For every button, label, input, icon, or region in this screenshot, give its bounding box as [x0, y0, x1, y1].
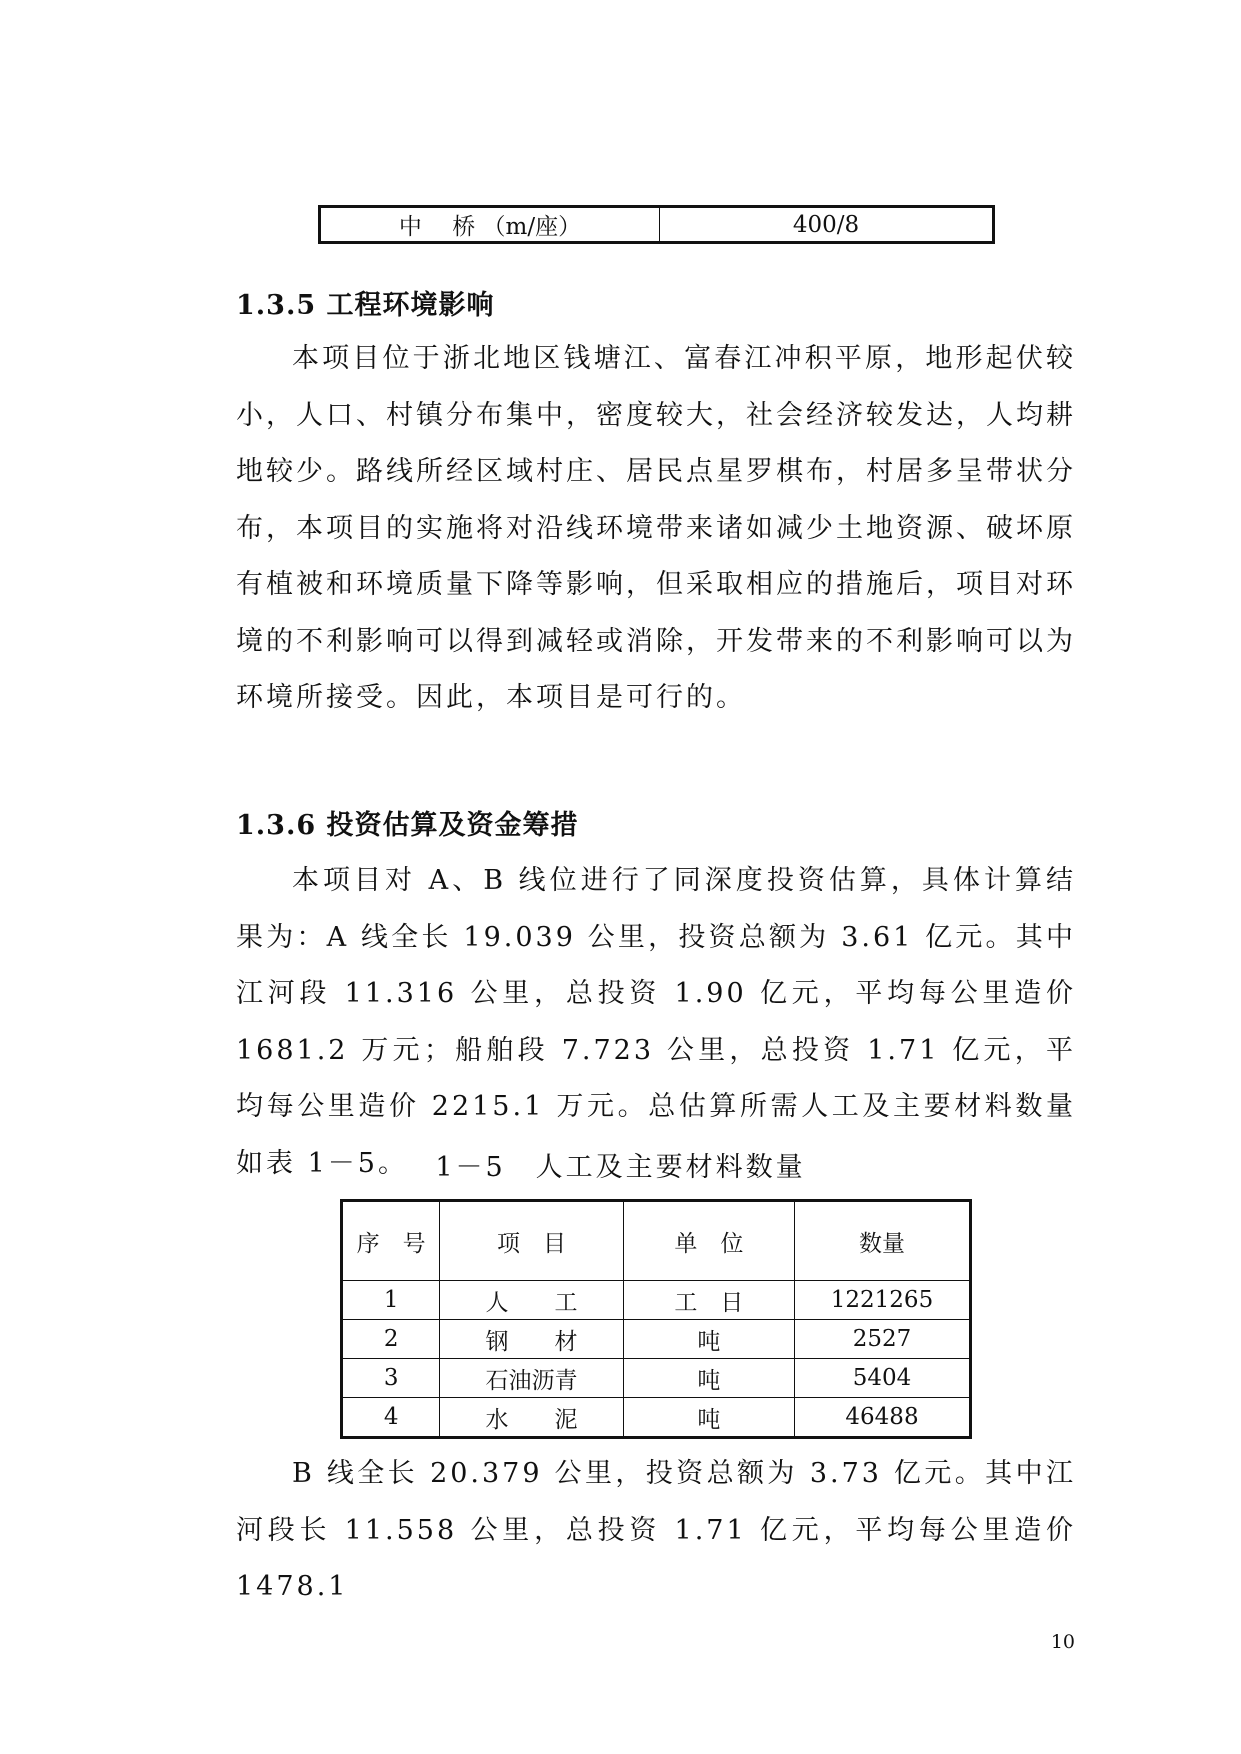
- cell-item: 水 泥: [440, 1398, 623, 1438]
- cell-quantity: 5404: [794, 1359, 970, 1398]
- bridge-label-cell: 中 桥 （m/座）: [320, 207, 660, 243]
- cell-unit: 工 日: [623, 1281, 794, 1320]
- cell-index: 2: [342, 1320, 440, 1359]
- cell-index: 3: [342, 1359, 440, 1398]
- cell-index: 1: [342, 1281, 440, 1320]
- header-unit: 单 位: [623, 1201, 794, 1281]
- section-136-paragraph-1: 本项目对 A、B 线位进行了同深度投资估算，具体计算结果为：A 线全长 19.039 公里，投资总额为 3.61 亿元。其中江河段 11.316 公里，总投资 1.90 亿元，平均每公里造价 1681.2 万元；船舶段 7.723 公里，总投资 1.71 亿元，平均每公里造价 2215.1 万元。总估算所需人工及主要材料数量如表 1－5。: [236, 865, 1076, 1179]
- page-number: 10: [1050, 1631, 1075, 1653]
- cell-unit: 吨: [623, 1359, 794, 1398]
- materials-table: [340, 1199, 972, 1439]
- table-row: [320, 207, 994, 243]
- cell-item: 钢 材: [440, 1320, 623, 1359]
- table-row: [342, 1281, 971, 1320]
- section-135-paragraph: 本项目位于浙北地区钱塘江、富春江冲积平原，地形起伏较小，人口、村镇分布集中，密度较大，社会经济较发达，人均耕地较少。路线所经区域村庄、居民点星罗棋布，村居多呈带状分布，本项目的实施将对沿线环境带来诸如减少土地资源、破坏原有植被和环境质量下降等影响，但采取相应的措施后，项目对环境的不利影响可以得到减轻或消除，开发带来的不利影响可以为环境所接受。因此，本项目是可行的。: [236, 343, 1076, 713]
- header-quantity: 数量: [794, 1201, 970, 1281]
- cell-item: 人 工: [440, 1281, 623, 1320]
- section-136-heading: 1.3.6 投资估算及资金筹措: [236, 810, 579, 841]
- table-row: [342, 1320, 971, 1359]
- bridge-value-cell: 400/8: [660, 207, 994, 243]
- cell-quantity: 2527: [794, 1320, 970, 1359]
- table-row: [342, 1398, 971, 1438]
- section-136-paragraph-2: B 线全长 20.379 公里，投资总额为 3.73 亿元。其中江河段长 11.558 公里，总投资 1.71 亿元，平均每公里造价 1478.1: [236, 1458, 1076, 1602]
- table-header-row: [342, 1201, 971, 1281]
- cell-item: 石油沥青: [440, 1359, 623, 1398]
- cell-unit: 吨: [623, 1398, 794, 1438]
- header-index: 序 号: [342, 1201, 440, 1281]
- header-item: 项 目: [440, 1201, 623, 1281]
- cell-unit: 吨: [623, 1320, 794, 1359]
- cell-index: 4: [342, 1398, 440, 1438]
- table-caption: 1－5 人工及主要材料数量: [435, 1152, 806, 1183]
- bridge-table: [318, 205, 995, 244]
- cell-quantity: 46488: [794, 1398, 970, 1438]
- cell-quantity: 1221265: [794, 1281, 970, 1320]
- table-row: [342, 1359, 971, 1398]
- section-135-heading: 1.3.5 工程环境影响: [236, 290, 495, 321]
